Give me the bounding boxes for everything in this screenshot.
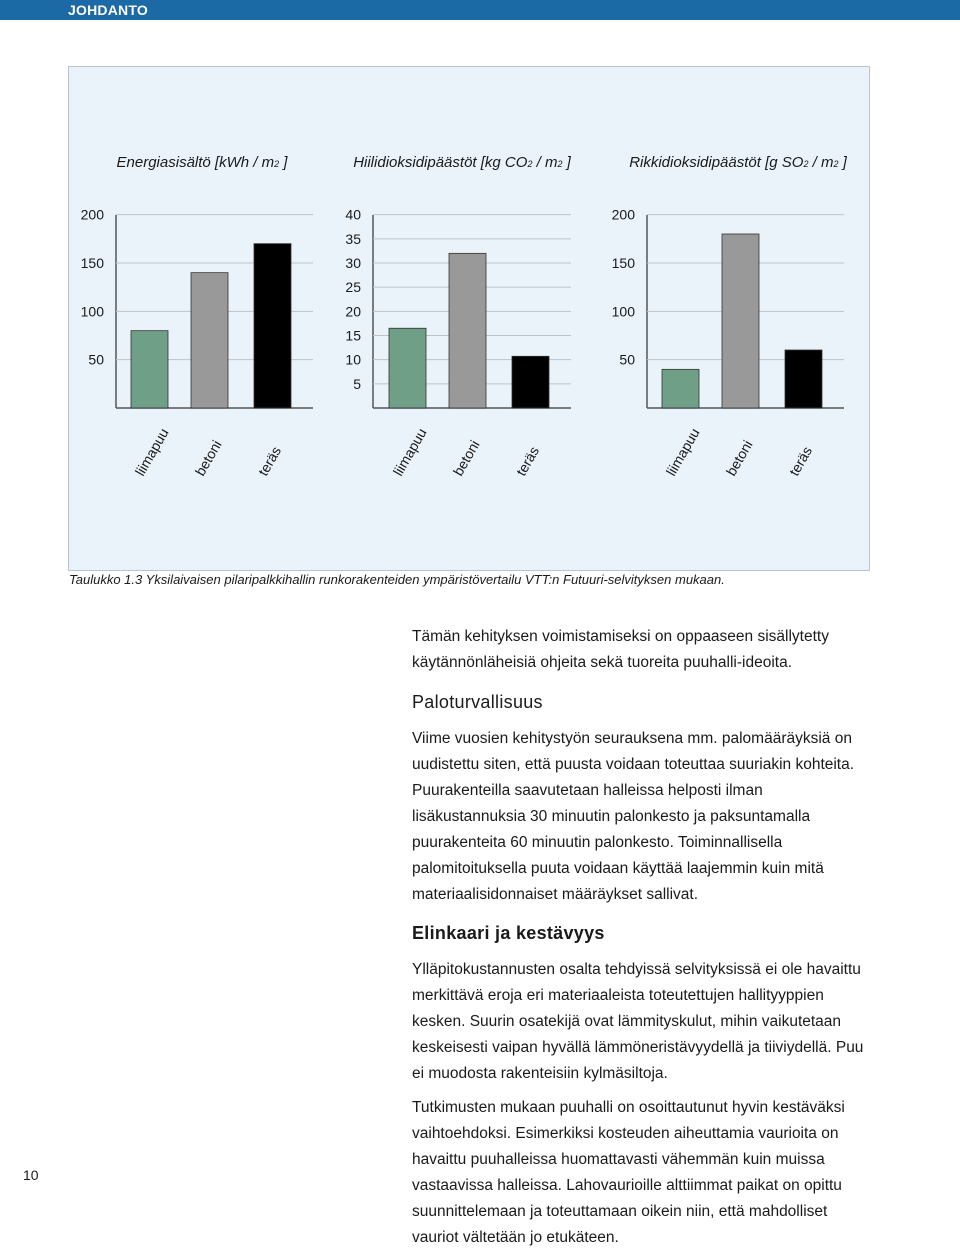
y-tick-label: 150 — [80, 255, 104, 271]
durability-text-container — [412, 1095, 872, 1251]
x-category-label: teräs — [254, 443, 285, 479]
bar-liimapuu — [662, 369, 699, 408]
section-lifecycle — [412, 923, 872, 944]
y-tick-label: 100 — [611, 303, 635, 320]
y-tick-label: 100 — [80, 303, 104, 320]
figure-caption: Taulukko 1.3 Yksilaivaisen pilaripalkkihallin runkorakenteiden ympäristövertailu VTT:n Futuuri-selvityksen mukaan. — [69, 572, 725, 587]
intro-paragraph: Tämän kehityksen voimistamiseksi on oppaaseen sisällytetty käytännönläheisiä ohjeita sekä tuoreita puuhalli-ideoita. — [412, 628, 829, 671]
x-category-label: liimapuu — [131, 425, 172, 479]
y-tick-label: 20 — [345, 303, 361, 320]
lifecycle-text-container — [412, 957, 872, 1087]
fire-safety-paragraph: Viime vuosien kehitystyön seurauksena mm. palomääräyksiä on uudistettu siten, että puusta voidaan toteuttaa suuriakin kohteita. Puurakenteilla saavutetaan halleissa helposti ilman lisäkustannuksia 30 minuutin palonkesto ja paksuntamalla puurakenteita 60 minuutin palonkesto. Toiminnallisella palomitoituksella puuta voidaan käyttää laajemmin kuin mitä materiaalisidonnaiset määräykset sallivat. — [412, 730, 855, 903]
bar-betoni — [449, 253, 486, 408]
y-tick-label: 5 — [353, 375, 361, 392]
x-category-label: betoni — [191, 437, 225, 479]
chart-title-3: Rikkidioksidipäästöt [g SO2 / m2 ] — [629, 154, 847, 171]
intro-paragraph-container — [412, 624, 872, 676]
section-fire-safety — [412, 692, 872, 713]
bar-charts — [69, 67, 869, 570]
bar-teräs — [512, 356, 549, 408]
y-tick-label: 10 — [345, 351, 361, 368]
figure-panel — [68, 66, 870, 571]
x-category-label: betoni — [449, 437, 483, 479]
y-tick-label: 50 — [88, 351, 104, 368]
x-category-label: teräs — [785, 443, 816, 479]
page-number: 10 — [23, 1167, 39, 1183]
x-category-label: teräs — [512, 443, 543, 479]
fire-safety-text-container — [412, 726, 872, 908]
bar-liimapuu — [131, 331, 168, 408]
bar-betoni — [722, 234, 759, 408]
y-tick-label: 200 — [611, 206, 635, 223]
heading-paloturvallisuus: Paloturvallisuus — [412, 692, 543, 712]
x-category-label: liimapuu — [389, 425, 430, 479]
heading-elinkaari: Elinkaari ja kestävyys — [412, 923, 605, 943]
y-tick-label: 15 — [345, 327, 361, 344]
chart-title-2: Hiilidioksidipäästöt [kg CO2 / m2 ] — [353, 154, 571, 171]
bar-teräs — [785, 350, 822, 408]
bar-liimapuu — [389, 328, 426, 408]
lifecycle-paragraph-1: Ylläpitokustannusten osalta tehdyissä selvityksissä ei ole havaittu merkittävä eroja eri materiaaleista toteutettujen hallityyppien kesken. Suurin osatekijä ovat lämmityskulut, mihin vaikutetaan keskeisesti vaipan hyvällä lämmöneristävyydellä ja tiiviydellä. Puu ei muodosta rakenteisiin kylmäsiltoja. — [412, 961, 864, 1082]
y-tick-label: 30 — [345, 255, 361, 271]
y-tick-label: 40 — [345, 206, 361, 223]
y-tick-label: 25 — [345, 279, 361, 296]
x-category-label: betoni — [722, 437, 756, 479]
lifecycle-paragraph-2: Tutkimusten mukaan puuhalli on osoittautunut hyvin kestäväksi vaihtoehdoksi. Esimerkiksi kosteuden aiheuttamia vaurioita on havaittu puuhalleissa huomattavasti vähemmän kuin muissa vastaavissa halleissa. Lahovaurioille alttiimmat paikat on opittu suunnittelemaan ja toteuttamaan oikein niin, että mahdolliset vauriot vältetään jo etukäteen. — [412, 1099, 845, 1246]
section-title: JOHDANTO — [68, 2, 148, 18]
x-category-label: liimapuu — [662, 425, 703, 479]
y-tick-label: 150 — [611, 255, 635, 271]
bar-teräs — [254, 244, 291, 408]
bar-betoni — [191, 273, 228, 408]
y-tick-label: 35 — [345, 230, 361, 247]
y-tick-label: 50 — [619, 351, 635, 368]
chart-title-1: Energiasisältö [kWh / m2 ] — [116, 154, 288, 171]
y-tick-label: 200 — [80, 206, 104, 223]
